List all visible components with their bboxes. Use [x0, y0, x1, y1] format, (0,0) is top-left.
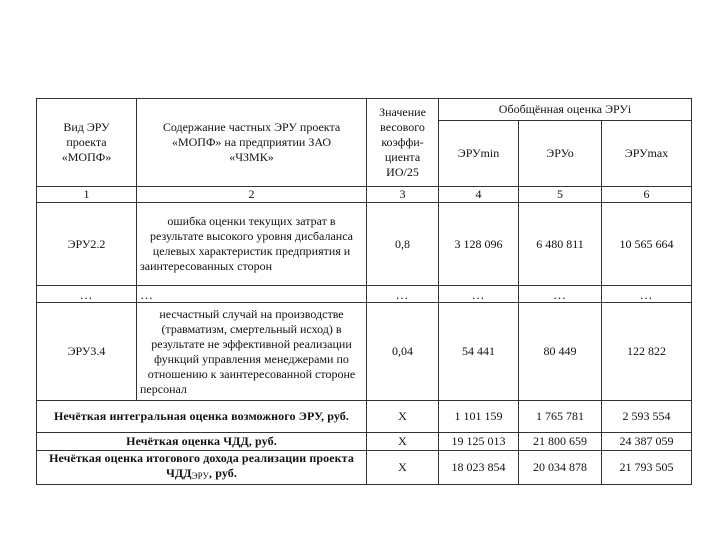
footer-x: X — [367, 401, 439, 433]
footer-max: 24 387 059 — [602, 433, 692, 451]
row-description: несчастный случай на производстве (травматизм, смертельный исход) в результате не эффективной реализации функций управления менеджерами по отношению к заинтересованной стороне персонал — [137, 303, 367, 401]
index-row — [37, 187, 692, 203]
footer-x: X — [367, 433, 439, 451]
footer-label-subscript: ЭРУ — [191, 471, 210, 481]
row-max: 10 565 664 — [602, 203, 692, 286]
footer-label-tail: , руб. — [209, 466, 237, 480]
footer-max: 2 593 554 — [602, 401, 692, 433]
row-o: 80 449 — [519, 303, 602, 401]
row-name: ЭРУ2.2 — [37, 203, 137, 286]
ellipsis-cell: … — [137, 286, 367, 303]
table-row — [37, 203, 692, 286]
header-general-estimate: Обобщённая оценка ЭРУi — [439, 99, 692, 121]
row-description: ошибка оценки текущих затрат в результате высокого уровня дисбаланса целевых характеристик предприятия и заинтересованных сторон — [137, 203, 367, 286]
ellipsis-cell: … — [37, 286, 137, 303]
index-cell: 1 — [37, 187, 137, 203]
row-o: 6 480 811 — [519, 203, 602, 286]
row-weight: 0,8 — [367, 203, 439, 286]
row-min: 3 128 096 — [439, 203, 519, 286]
footer-x: X — [367, 451, 439, 485]
assessment-table — [36, 98, 692, 485]
footer-row-integral — [37, 401, 692, 433]
footer-o: 1 765 781 — [519, 401, 602, 433]
footer-min: 19 125 013 — [439, 433, 519, 451]
index-cell: 5 — [519, 187, 602, 203]
footer-o: 21 800 659 — [519, 433, 602, 451]
header-min: ЭРУmin — [439, 121, 519, 187]
footer-label: Нечёткая интегральная оценка возможного ЭРУ, руб. — [37, 401, 367, 433]
row-weight: 0,04 — [367, 303, 439, 401]
footer-label: Нечёткая оценка ЧДД, руб. — [37, 433, 367, 451]
index-cell: 2 — [137, 187, 367, 203]
row-name: ЭРУ3.4 — [37, 303, 137, 401]
footer-max: 21 793 505 — [602, 451, 692, 485]
index-cell: 4 — [439, 187, 519, 203]
ellipsis-cell: … — [519, 286, 602, 303]
footer-label-main: Нечёткая оценка итогового дохода реализации проекта ЧДД — [49, 451, 354, 480]
table-row — [37, 303, 692, 401]
header-o: ЭРУо — [519, 121, 602, 187]
header-erutype: Вид ЭРУ проекта «МОПФ» — [37, 99, 137, 187]
header-max: ЭРУmax — [602, 121, 692, 187]
ellipsis-row — [37, 286, 692, 303]
header-weight: Значение весового коэффи-циента ИО/25 — [367, 99, 439, 187]
footer-o: 20 034 878 — [519, 451, 602, 485]
header-row-1 — [37, 99, 692, 121]
ellipsis-cell: … — [367, 286, 439, 303]
row-max: 122 822 — [602, 303, 692, 401]
ellipsis-cell: … — [602, 286, 692, 303]
row-min: 54 441 — [439, 303, 519, 401]
ellipsis-cell: … — [439, 286, 519, 303]
footer-label — [37, 451, 367, 485]
footer-min: 1 101 159 — [439, 401, 519, 433]
index-cell: 6 — [602, 187, 692, 203]
index-cell: 3 — [367, 187, 439, 203]
footer-row-npv — [37, 433, 692, 451]
header-description: Содержание частных ЭРУ проекта «МОПФ» на предприятии ЗАО «ЧЗМК» — [137, 99, 367, 187]
footer-row-total — [37, 451, 692, 485]
footer-min: 18 023 854 — [439, 451, 519, 485]
